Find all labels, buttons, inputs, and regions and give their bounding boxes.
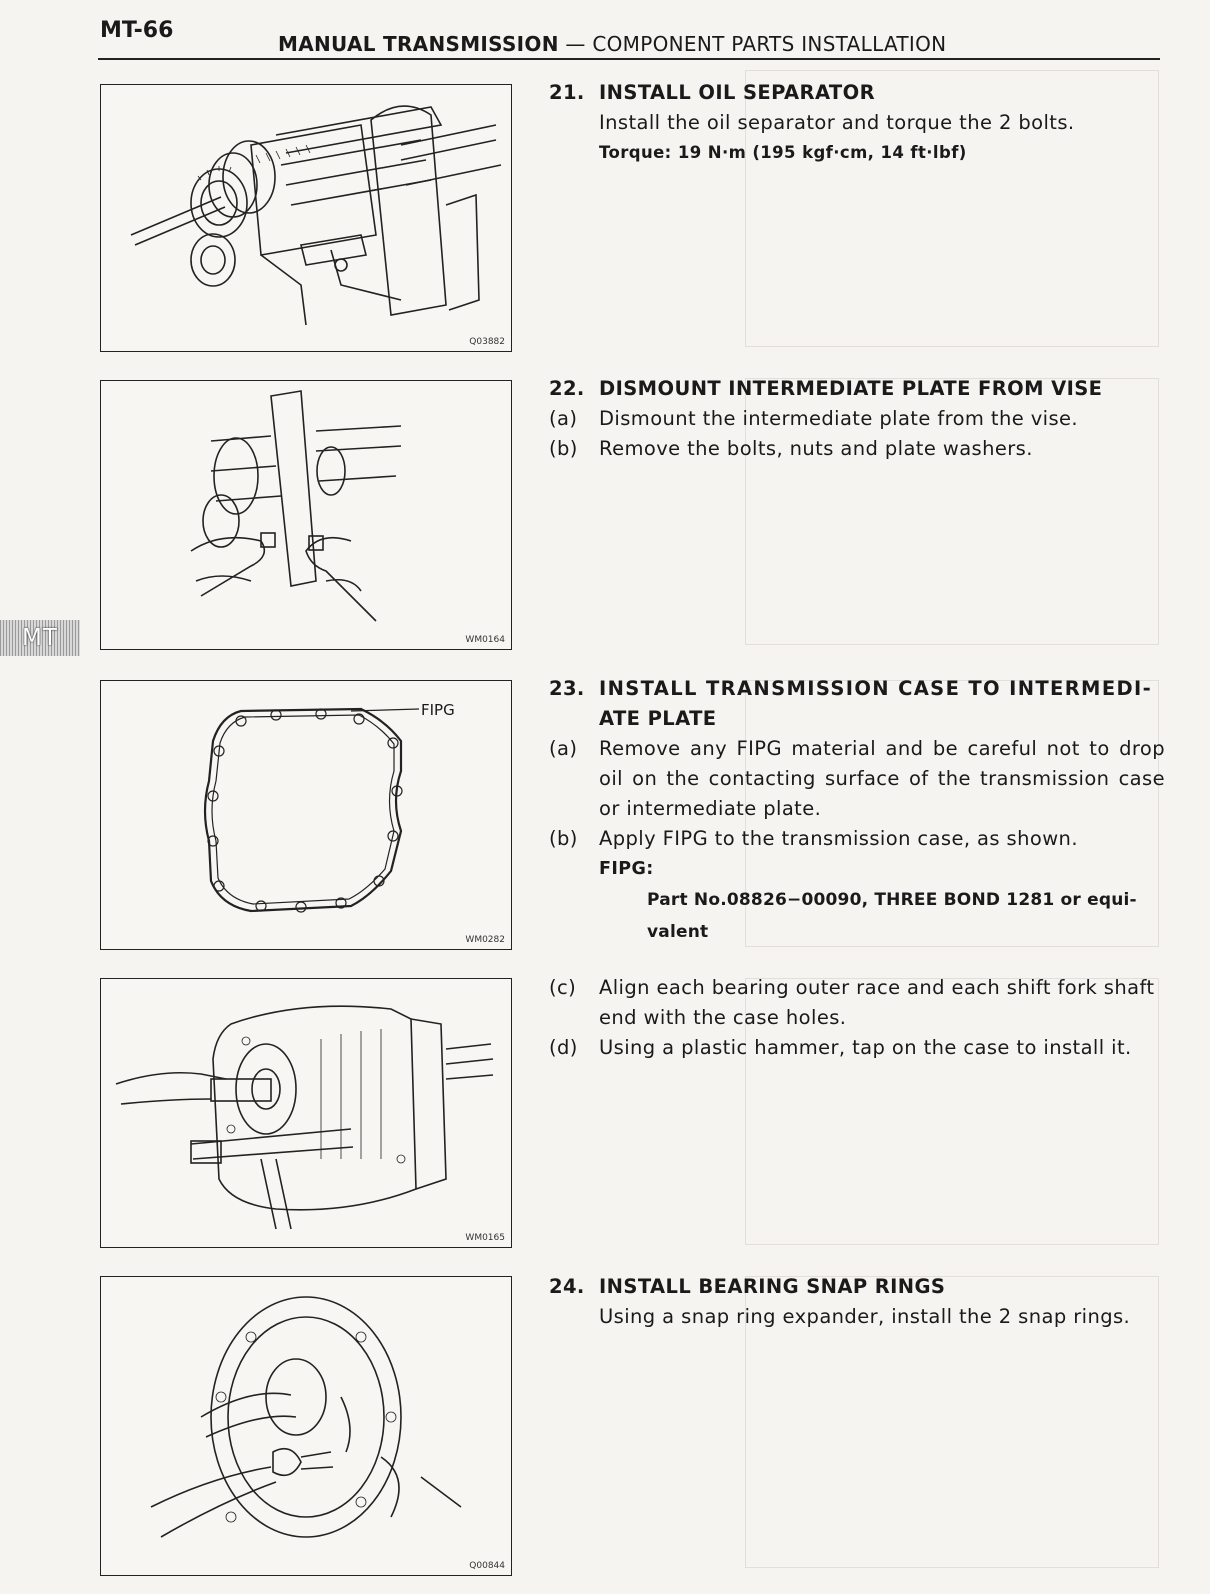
figure-code: WM0164 [465, 635, 505, 645]
torque-spec: Torque: 19 N·m (195 kgf·cm, 14 ft·lbf) [599, 143, 967, 162]
step-heading [549, 78, 1165, 108]
page-title-section: COMPONENT PARTS INSTALLATION [592, 32, 947, 56]
transmission-case-drawing [101, 979, 511, 1247]
substep-text: Remove any FIPG material and be careful not to drop oil on the contacting surface of the transmission case or intermediate plate. [599, 737, 1165, 820]
fipg-part-number: Part No.08826−00090, THREE BOND 1281 or equi-valent [647, 890, 1137, 942]
substep-text: Align each bearing outer race and each shift fork shaft end with the case holes. [599, 976, 1155, 1029]
figure-snap-rings [100, 1276, 512, 1576]
substep-text: Remove the bolts, nuts and plate washers. [599, 437, 1033, 460]
figure-oil-separator [100, 84, 512, 352]
step-heading [549, 1272, 1165, 1302]
figure-fipg-application [100, 680, 512, 950]
substep-b [549, 824, 1165, 854]
fipg-heading: FIPG: [599, 859, 654, 879]
figure-code: Q00844 [469, 1561, 505, 1571]
figure-install-case [100, 978, 512, 1248]
transmission-gears-drawing [101, 85, 511, 351]
step-title-line2: ATE PLATE [599, 707, 717, 730]
step-heading [549, 374, 1165, 404]
figure-intermediate-plate [100, 380, 512, 650]
substep-d [549, 1033, 1165, 1063]
page-title-separator: — [558, 32, 593, 56]
step-24 [549, 1272, 1165, 1332]
page-title-main: MANUAL TRANSMISSION [278, 32, 559, 56]
step-instruction: Using a snap ring expander, install the 2 snap rings. [599, 1305, 1131, 1328]
step-number: 21. [549, 81, 585, 104]
step-number: 23. [549, 677, 585, 700]
page-title [278, 32, 946, 56]
step-number: 24. [549, 1275, 585, 1298]
step-23-continued [549, 973, 1165, 1063]
intermediate-plate-drawing [101, 381, 511, 649]
figure-code: WM0282 [465, 935, 505, 945]
substep-label: (c) [549, 976, 577, 999]
substep-b [549, 434, 1165, 464]
step-number: 22. [549, 377, 585, 400]
substep-a [549, 404, 1165, 434]
step-heading [549, 674, 1165, 704]
substep-label: (a) [549, 737, 578, 760]
snap-ring-drawing [101, 1277, 511, 1575]
substep-a [549, 734, 1165, 824]
substep-label: (a) [549, 407, 578, 430]
step-23 [549, 674, 1165, 948]
substep-text: Apply FIPG to the transmission case, as shown. [599, 827, 1078, 850]
header-rule [98, 58, 1160, 60]
step-title-line1: INSTALL TRANSMISSION CASE TO INTERMEDI- [599, 677, 1153, 700]
step-instruction: Install the oil separator and torque the 2 bolts. [599, 111, 1075, 134]
figure-code: Q03882 [469, 337, 505, 347]
substep-c [549, 973, 1165, 1033]
step-title: INSTALL OIL SEPARATOR [599, 81, 876, 104]
step-title: DISMOUNT INTERMEDIATE PLATE FROM VISE [599, 377, 1103, 400]
substep-label: (d) [549, 1036, 578, 1059]
substep-text: Dismount the intermediate plate from the vise. [599, 407, 1079, 430]
section-tab-mt: MT [0, 620, 80, 656]
substep-label: (b) [549, 827, 578, 850]
substep-text: Using a plastic hammer, tap on the case to install it. [599, 1036, 1132, 1059]
page-number: MT-66 [100, 18, 174, 43]
step-22 [549, 374, 1165, 464]
figure-code: WM0165 [465, 1233, 505, 1243]
fipg-callout-label: FIPG [421, 701, 455, 719]
substep-label: (b) [549, 437, 578, 460]
step-21 [549, 78, 1165, 168]
step-title: INSTALL BEARING SNAP RINGS [599, 1275, 946, 1298]
fipg-bead-drawing [101, 681, 511, 949]
